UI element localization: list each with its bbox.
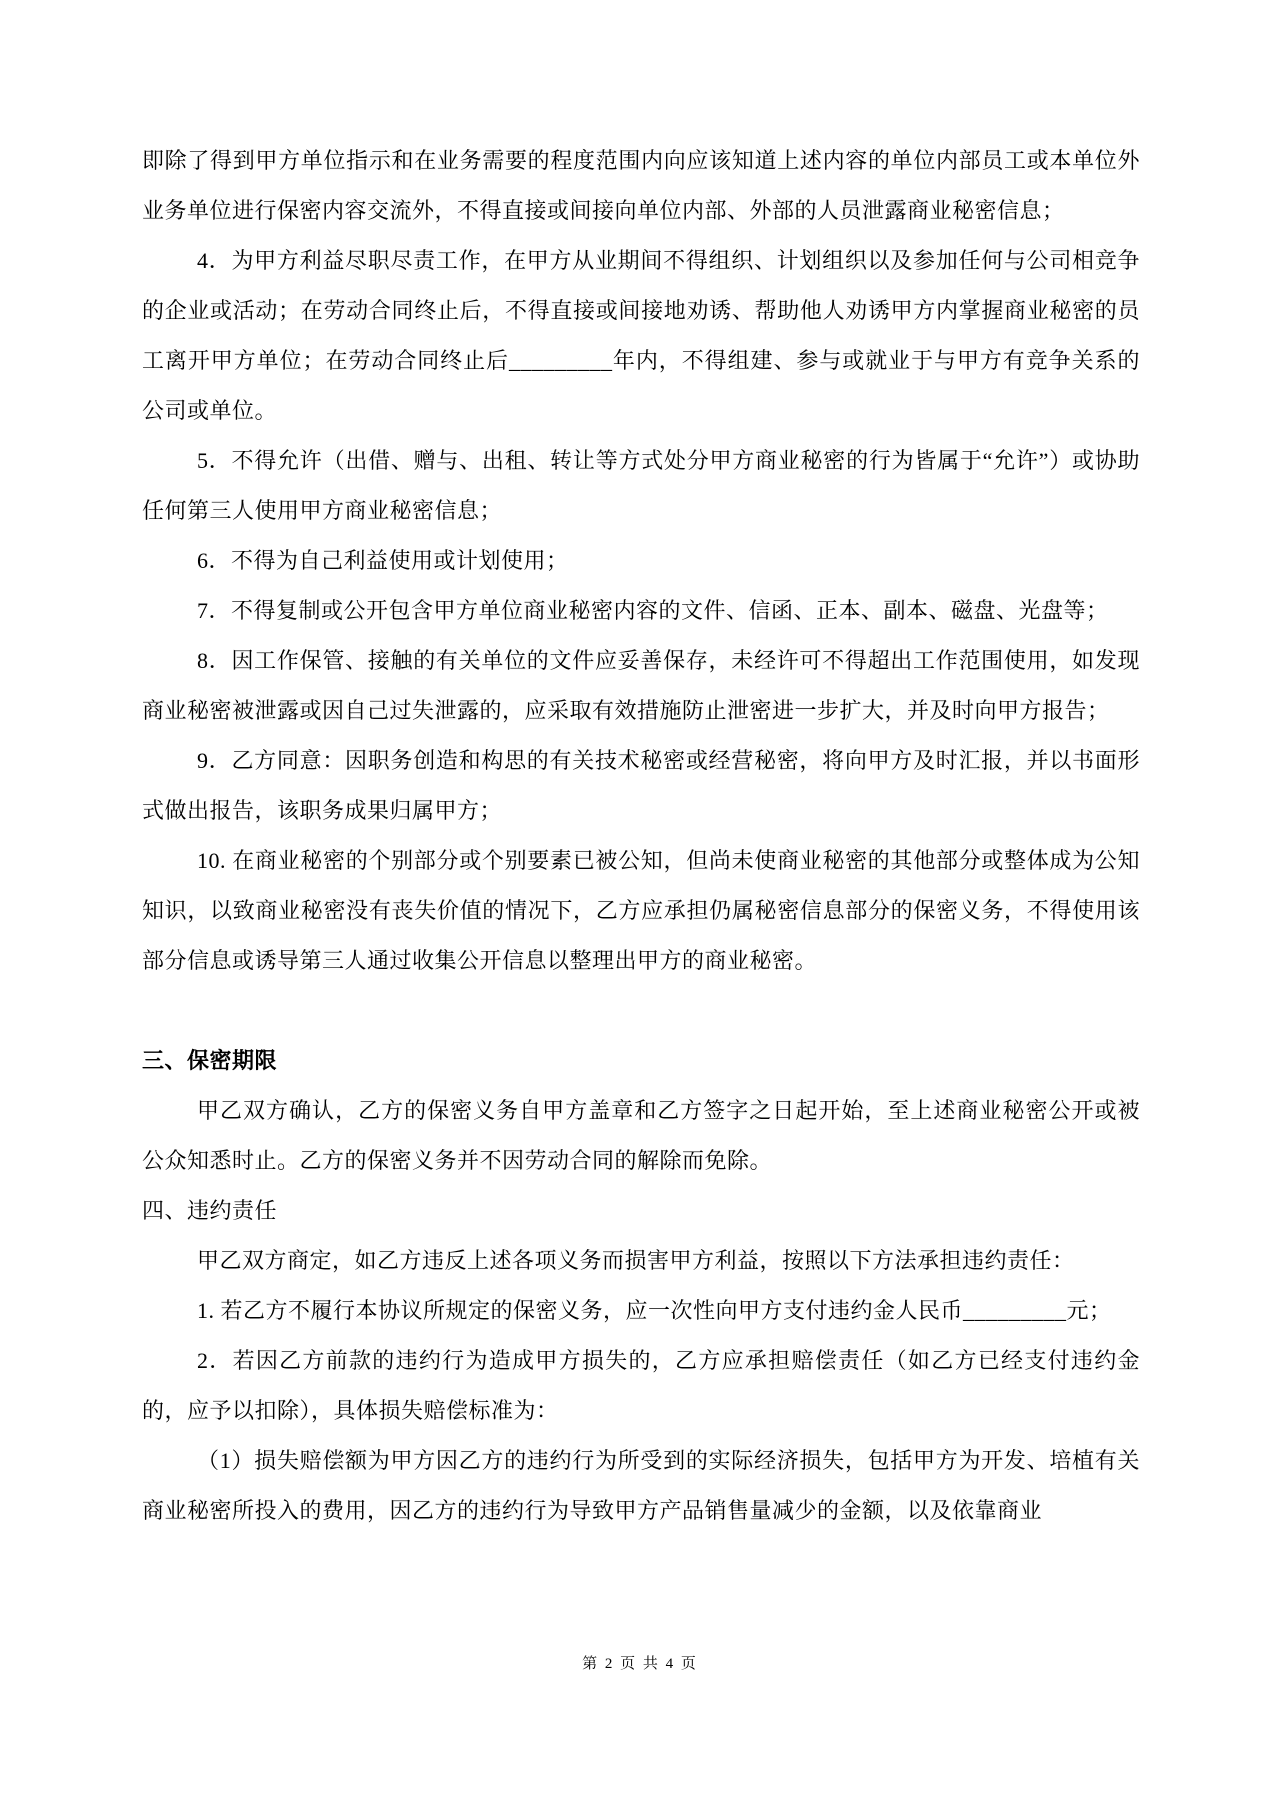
clause-9-work-product-report: 9．乙方同意：因职务创造和构思的有关技术秘密或经营秘密，将向甲方及时汇报，并以书面形式做出报告，该职务成果归属甲方； [142, 748, 1140, 823]
clause-5-no-permitting-use: 5．不得允许（出借、赠与、出租、转让等方式处分甲方商业秘密的行为皆属于“允许”）或协助任何第三人使用甲方商业秘密信息； [142, 448, 1140, 523]
clause-4-non-compete: 4．为甲方利益尽职尽责工作，在甲方从业期间不得组织、计划组织以及参加任何与公司相竞争的企业或活动；在劳动合同终止后，不得直接或间接地劝诱、帮助他人劝诱甲方内掌握商业秘密的员工离开甲方单位；在劳动合同终止后_________年内，不得组建、参与或就业于与甲方有竞争关系的公司或单位。 [142, 248, 1140, 423]
page-number-footer: 第 2 页 共 4 页 [582, 1656, 698, 1672]
clause-6-no-self-use: 6．不得为自己利益使用或计划使用； [197, 548, 569, 573]
clause-8-document-safekeeping: 8．因工作保管、接触的有关单位的文件应妥善保存，未经许可不得超出工作范围使用，如发现商业秘密被泄露或因自己过失泄露的，应采取有效措施防止泄密进一步扩大，并及时向甲方报告； [142, 648, 1140, 723]
section-4-heading-breach-liability: 四、违约责任 [142, 1198, 278, 1223]
section-3-heading-confidentiality-term: 三、保密期限 [142, 1048, 278, 1073]
breach-clause-1-penalty: 1. 若乙方不履行本协议所规定的保密义务，应一次性向甲方支付违约金人民币_________元； [197, 1298, 1112, 1323]
breach-clause-2-1-loss-amount: （1）损失赔偿额为甲方因乙方的违约行为所受到的实际经济损失，包括甲方为开发、培植有关商业秘密所投入的费用，因乙方的违约行为导致甲方产品销售量减少的金额，以及依靠商业 [142, 1448, 1140, 1523]
clause-10-partial-disclosure: 10. 在商业秘密的个别部分或个别要素已被公知，但尚未使商业秘密的其他部分或整体成为公知知识，以致商业秘密没有丧失价值的情况下，乙方应承担仍属秘密信息部分的保密义务，不得使用该部分信息或诱导第三人通过收集公开信息以整理出甲方的商业秘密。 [142, 848, 1140, 973]
breach-clause-2-compensation: 2．若因乙方前款的违约行为造成甲方损失的，乙方应承担赔偿责任（如乙方已经支付违约金的，应予以扣除），具体损失赔偿标准为： [142, 1348, 1140, 1423]
clause-7-no-copying: 7．不得复制或公开包含甲方单位商业秘密内容的文件、信函、正本、副本、磁盘、光盘等； [197, 598, 1109, 623]
contract-body-text [142, 136, 1140, 1536]
paragraph-continuation: 即除了得到甲方单位指示和在业务需要的程度范围内向应该知道上述内容的单位内部员工或本单位外业务单位进行保密内容交流外，不得直接或间接向单位内部、外部的人员泄露商业秘密信息； [142, 148, 1140, 223]
section-4-intro-paragraph: 甲乙双方商定，如乙方违反上述各项义务而损害甲方利益，按照以下方法承担违约责任： [197, 1248, 1075, 1273]
section-3-term-paragraph: 甲乙双方确认，乙方的保密义务自甲方盖章和乙方签字之日起开始，至上述商业秘密公开或被公众知悉时止。乙方的保密义务并不因劳动合同的解除而免除。 [142, 1098, 1140, 1173]
